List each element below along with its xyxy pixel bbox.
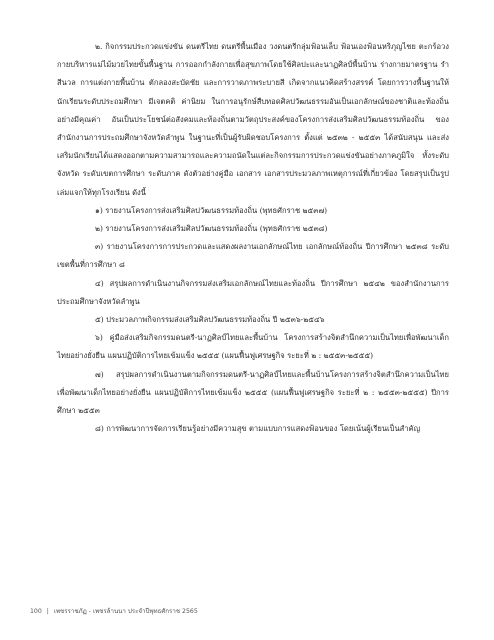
list-item: ๘) การพัฒนาการจัดการเรียนรู้อย่างมีความสุข ตามแบบการแสดงฟ้อนของ โดยเน้นผู้เรียนเป็นสำคัญ <box>95 424 421 434</box>
list-item: ๔) สรุปผลการดำเนินงานกิจกรรมส่งเสริมเอกลักษณ์ไทยและท้องถิ่น ปีการศึกษา ๒๕๔๒ ของสำนักงานการประถมศึกษาจังหวัดลำพูน <box>57 278 449 306</box>
list-item: ๑) รายงานโครงการส่งเสริมศิลปวัฒนธรรมท้องถิ่น (พุทธศักราช ๒๕๓๗) <box>95 205 328 215</box>
footer-title: เพชรราชภัฏ - เพชรล้านนา ประจำปีพุทธศักราช 2565 <box>53 608 198 615</box>
list-item: ๕) ประมวลภาพกิจกรรมส่งเสริมศิลปวัฒนธรรมท้องถิ่น ปี ๒๕๓๖-๒๕๔๖ <box>95 315 325 325</box>
body-content <box>57 38 449 438</box>
list-item: ๗) สรุปผลการดำเนินงานตามกิจกรรมดนตรี-นาฏศิลป์ไทยและพื้นบ้านโครงการสร้างจิตสำนึกความเป็นไทยเพื่อพัฒนาเด็กไทยอย่างยั่งยืน แผนปฏิบัติการไทยเข้มแข็ง ๒๕๕๕ (แผนฟื้นฟูเศรษฐกิจ ระยะที่ ๒ : ๒๕๕๓-๒๕๕๕) ปีการศึกษา ๒๕๕๓ <box>57 369 449 416</box>
page-number: 100 <box>30 608 42 615</box>
list-item: ๒) รายงานโครงการส่งเสริมศิลปวัฒนธรรมท้องถิ่น (พุทธศักราช ๒๕๓๘) <box>95 224 328 234</box>
publication-list <box>57 202 449 439</box>
list-item: ๖) คู่มือส่งเสริมกิจกรรมดนตรี-นาฏศิลป์ไทยและพื้นบ้าน โครงการสร้างจิตสำนึกความเป็นไทยเพื่อพัฒนาเด็กไทยอย่างยั่งยืน แผนปฏิบัติการไทยเข้มแข็ง ๒๕๕๕ (แผนฟื้นฟูเศรษฐกิจ ระยะที่ ๒ : ๒๕๕๓-๒๕๕๕) <box>57 333 449 361</box>
intro-paragraph: ๒. กิจกรรมประกวดแข่งขัน ดนตรีไทย ดนตรีพื้นเมือง วงดนตรีกลุ่มฟ้อนเล็บ ฟ้อนเองฟ้อนหริภุญไชย ตะกร้อวง กายบริหารแม่ไม้มวยไทยขั้นพื้นฐาน การออกกำลังกายเพื่อสุขภาพโดยใช้ศิลปะและนาฏศิลป์พื้นบ้าน ร่างกายมาตรฐาน รำสีนวล การแต่งกายพื้นบ้าน ตักลองสะบัดชัย และการวาดภาพระบายสี เกิดจากแนวคิดสร้างสรรค์ โดยการวางพื้นฐานให้นักเรียนระดับประถมศึกษา มีเจตคติ ค่านิยม ในการอนุรักษ์สืบทอดศิลปวัฒนธรรมอันเป็นเอกลักษณ์ของชาติและท้องถิ่น อย่างมีคุณค่า อันเป็นประโยชน์ต่อสังคมและท้องถิ่นตามวัตถุประสงค์ของโครงการส่งเสริมศิลปวัฒนธรรมท้องถิ่น ของสำนักงานการประถมศึกษาจังหวัดลำพูน ในฐานะที่เป็นผู้รับผิดชอบโครงการ ตั้งแต่ ๒๕๓๒ - ๒๕๕๓ ได้สนับสนุน และส่งเสริมนักเรียนได้แสดงออกตามความสามารถและความถนัดในแต่ละกิจกรรมการประกวดแข่งขันอย่างภาคภูมิใจ ทั้งระดับจังหวัด ระดับเขตการศึกษา ระดับภาค ดังตัวอย่างคู่มือ เอกสาร เอกสารประมวลภาพเหตุการณ์ที่เกี่ยวข้อง โดยสรุปเป็นรูปเล่มแจกให้ทุกโรงเรียน ดังนี้ <box>57 42 449 197</box>
footer-separator: | <box>46 608 49 615</box>
page-footer <box>30 606 198 616</box>
list-item: ๓) รายงานโครงการการประกวดและแสดงผลงานเอกลักษณ์ไทย เอกลักษณ์ท้องถิ่น ปีการศึกษา ๒๕๓๘ ระดับเขตพื้นที่การศึกษา ๘ <box>57 242 449 270</box>
